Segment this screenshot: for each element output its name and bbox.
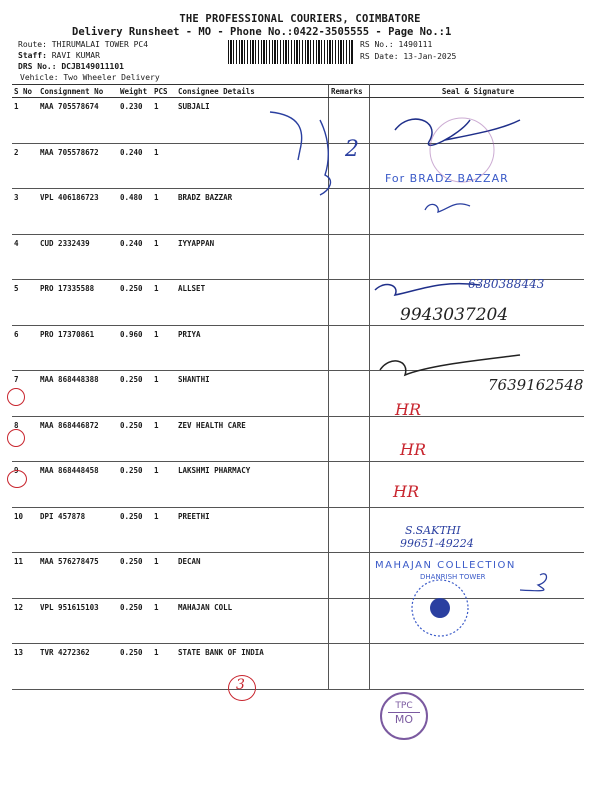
cell-sno: 2 [12, 143, 38, 189]
vehicle-value: Two Wheeler Delivery [63, 73, 160, 82]
cell-pcs: 1 [152, 371, 176, 417]
cell-weight: 0.480 [118, 189, 152, 235]
row10-mark: HR [393, 482, 419, 501]
cell-weight: 0.240 [118, 234, 152, 280]
row2-handwritten-mark: 2 [345, 137, 359, 162]
col-seal: Seal & Signature [370, 85, 585, 98]
cell-consignee: DECAN [176, 553, 329, 599]
cell-weight: 0.230 [118, 98, 152, 144]
row13-seal-core [430, 598, 450, 618]
route-label: Route: [18, 40, 47, 49]
cell-consignment: MAA 868448458 [38, 462, 118, 508]
cell-weight: 0.960 [118, 325, 152, 371]
cell-consignment: VPL 951615103 [38, 598, 118, 644]
row7-signature [380, 355, 520, 375]
cell-weight: 0.250 [118, 553, 152, 599]
row11-name: S.SAKTHI [405, 524, 461, 537]
cell-sno: 10 [12, 507, 38, 553]
drs-label: DRS No.: [18, 62, 57, 71]
cell-consignee: MAHAJAN COLL [176, 598, 329, 644]
cell-sno: 5 [12, 280, 38, 326]
row6-phone: 9943037204 [400, 305, 509, 325]
footer-stamp [380, 692, 428, 740]
cell-sno: 13 [12, 644, 38, 690]
cell-consignee: BRADZ BAZZAR [176, 189, 329, 235]
cell-sno: 7 [12, 371, 38, 417]
cell-pcs: 1 [152, 598, 176, 644]
row12-signature [520, 574, 547, 591]
rs-date-label: RS Date: [360, 52, 399, 61]
staff-value: RAVI KUMAR [51, 51, 100, 60]
cell-consignee: ALLSET [176, 280, 329, 326]
row3-signature [425, 204, 470, 212]
cell-consignment: VPL 406186723 [38, 189, 118, 235]
cell-weight: 0.240 [118, 143, 152, 189]
cell-weight: 0.250 [118, 280, 152, 326]
cell-consignee: SHANTHI [176, 371, 329, 417]
row1-signature [395, 119, 520, 145]
cell-consignee: STATE BANK OF INDIA [176, 644, 329, 690]
row5-signature [375, 284, 480, 295]
row5-phone: 6380388443 [468, 277, 545, 291]
vehicle-label: Vehicle: [20, 73, 59, 82]
cell-consignment: MAA 705578674 [38, 98, 118, 144]
col-weight: Weight [118, 85, 152, 98]
cell-weight: 0.250 [118, 371, 152, 417]
cell-sno: 8 [12, 416, 38, 462]
cell-pcs: 1 [152, 189, 176, 235]
cell-pcs: 1 [152, 416, 176, 462]
cell-consignment: MAA 868448388 [38, 371, 118, 417]
col-remarks: Remarks [329, 85, 370, 98]
col-pcs: PCS [152, 85, 176, 98]
cell-pcs: 1 [152, 234, 176, 280]
rs-no-value: 1490111 [398, 40, 433, 49]
cell-sno: 9 [12, 462, 38, 508]
row1-bracket-stroke [270, 112, 302, 160]
cell-sno: 1 [12, 98, 38, 144]
footer-stamp-bottom: MO [388, 712, 420, 726]
cell-pcs: 1 [152, 325, 176, 371]
cell-weight: 0.250 [118, 462, 152, 508]
cell-consignment: PRO 17335588 [38, 280, 118, 326]
cell-consignee: ZEV HEALTH CARE [176, 416, 329, 462]
cell-sno: 4 [12, 234, 38, 280]
row9-mark: HR [400, 440, 426, 459]
row10-circle [7, 470, 27, 488]
cell-consignment: MAA 576278475 [38, 553, 118, 599]
staff-label: Staff: [18, 51, 47, 60]
drs-value: DCJB149011101 [61, 62, 124, 71]
cell-consignee: PREETHI [176, 507, 329, 553]
row8-mark: HR [395, 400, 421, 419]
col-consignment: Consignment No [38, 85, 118, 98]
footer-stamp-top: TPC [395, 701, 413, 711]
cell-consignee: LAKSHMI PHARMACY [176, 462, 329, 508]
row9-circle [7, 429, 25, 447]
row12-stamp: MAHAJAN COLLECTION [375, 560, 516, 571]
cell-weight: 0.250 [118, 507, 152, 553]
row1-2-brace [320, 120, 330, 195]
cell-consignment: MAA 868446872 [38, 416, 118, 462]
row3-stamp: For BRADZ BAZZAR [385, 172, 509, 185]
cell-pcs: 1 [152, 98, 176, 144]
cell-consignment: MAA 705578672 [38, 143, 118, 189]
cell-consignee: SUBJALI [176, 98, 329, 144]
runsheet-subtitle: Delivery Runsheet - MO - Phone No.:0422-3505555 - Page No.:1 [72, 26, 452, 38]
col-sno: S No [12, 85, 38, 98]
cell-consignment: PRO 17370861 [38, 325, 118, 371]
cell-sno: 3 [12, 189, 38, 235]
page-mark: 3 [236, 677, 245, 693]
cell-weight: 0.250 [118, 416, 152, 462]
rs-no-label: RS No.: [360, 40, 394, 49]
cell-weight: 0.250 [118, 598, 152, 644]
cell-pcs: 1 [152, 553, 176, 599]
row12-stamp-line2: DHANRISH TOWER [420, 573, 486, 581]
row11-phone: 99651-49224 [400, 537, 474, 550]
rs-date-value: 13-Jan-2025 [403, 52, 457, 61]
col-consignee: Consignee Details [176, 85, 329, 98]
cell-pcs: 1 [152, 507, 176, 553]
cell-consignment: TVR 4272362 [38, 644, 118, 690]
row8-circle [7, 388, 25, 406]
cell-sno: 12 [12, 598, 38, 644]
cell-pcs: 1 [152, 143, 176, 189]
cell-pcs: 1 [152, 280, 176, 326]
cell-pcs: 1 [152, 462, 176, 508]
cell-consignee: IYYAPPAN [176, 234, 329, 280]
company-title: THE PROFESSIONAL COURIERS, COIMBATORE [179, 13, 421, 25]
cell-weight: 0.250 [118, 644, 152, 690]
cell-pcs: 1 [152, 644, 176, 690]
cell-consignment: DPI 457878 [38, 507, 118, 553]
cell-sno: 6 [12, 325, 38, 371]
cell-consignment: CUD 2332439 [38, 234, 118, 280]
route-value: THIRUMALAI TOWER PC4 [51, 40, 149, 49]
cell-sno: 11 [12, 553, 38, 599]
cell-consignee: PRIYA [176, 325, 329, 371]
row7-phone: 7639162548 [488, 376, 584, 394]
